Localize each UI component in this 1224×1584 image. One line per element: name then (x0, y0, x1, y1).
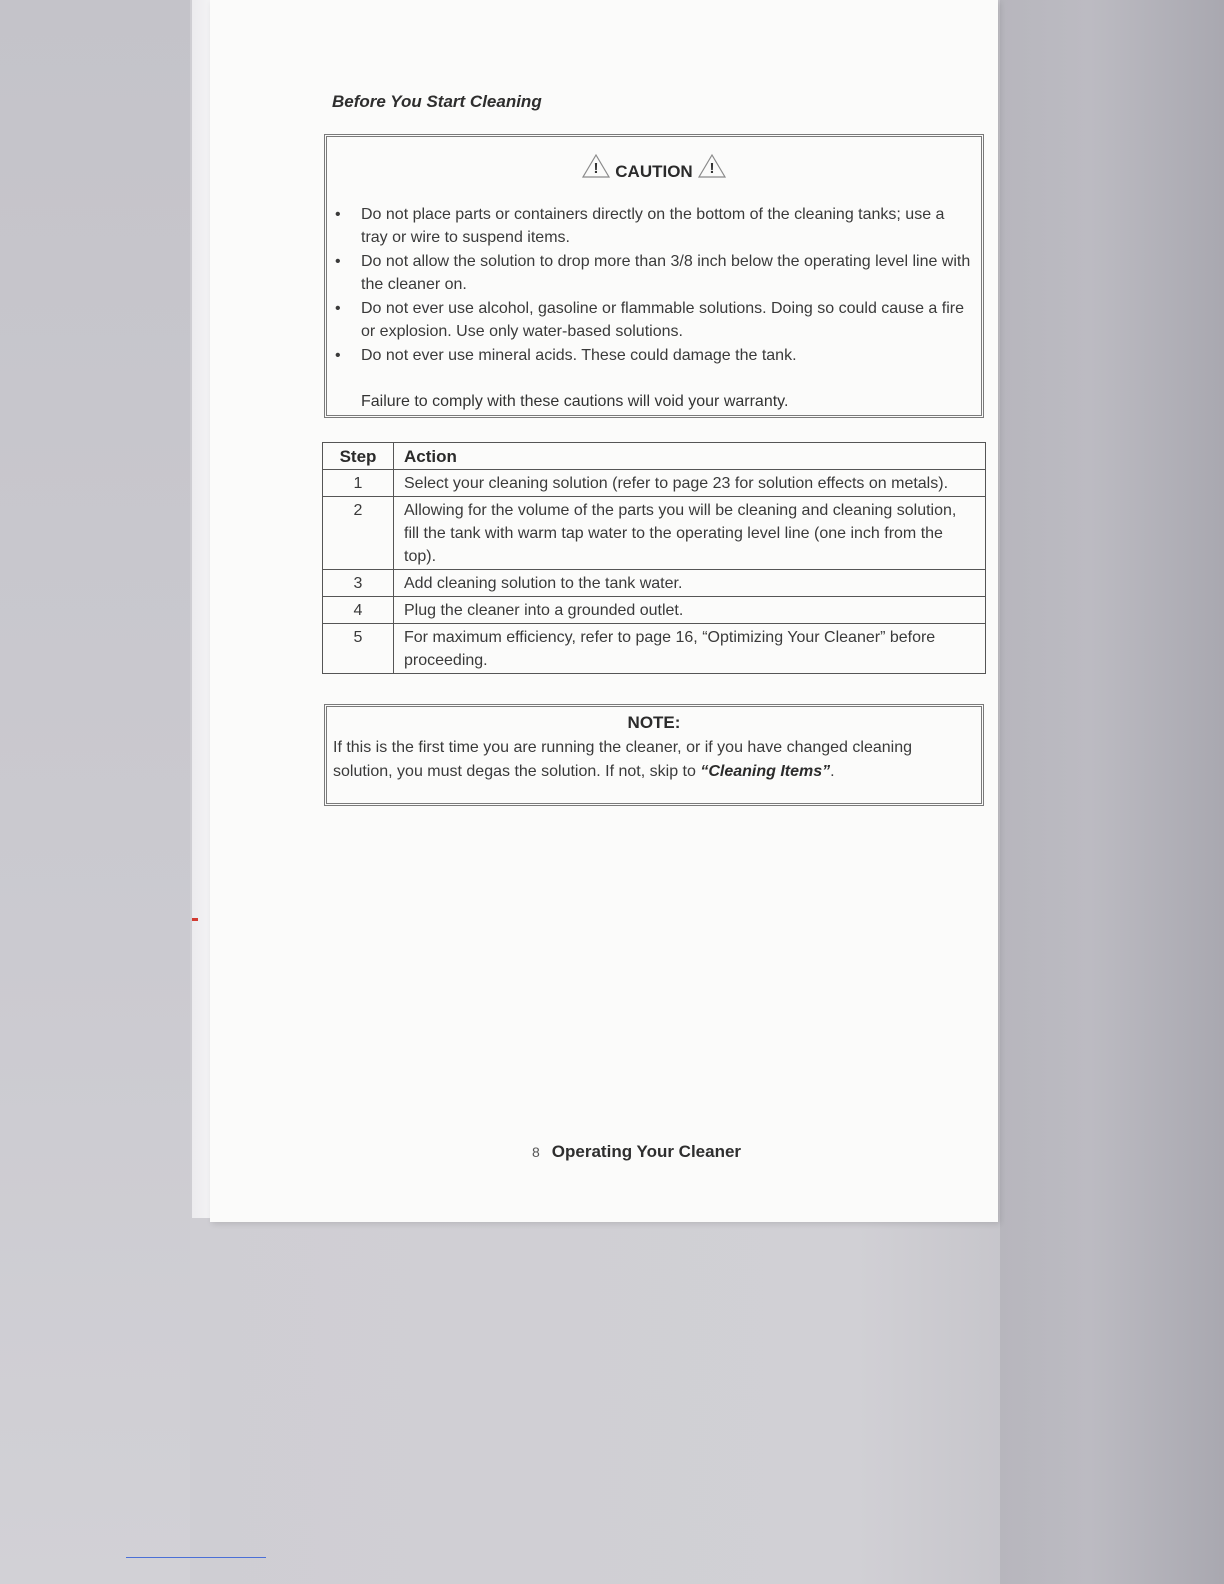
note-heading: NOTE: (627, 713, 681, 732)
note-text: If this is the first time you are running the cleaner, or if you have changed cleaning solution, you must degas the solution. If not, skip to “Cleaning Items”. (333, 739, 912, 780)
step-action: Add cleaning solution to the tank water. (394, 570, 986, 597)
note-box (324, 704, 984, 806)
scan-left-margin (0, 0, 190, 1584)
step-action: Allowing for the volume of the parts you will be cleaning and cleaning solution, fill the tank with warm tap water to the operating level line (one inch from the top). (394, 497, 986, 570)
caution-item: • Do not place parts or containers directly on the bottom of the cleaning tanks; use a tray or wire to suspend items. (335, 203, 975, 249)
step-number: 2 (323, 497, 394, 570)
caution-item: • Do not allow the solution to drop more than 3/8 inch below the operating level line with the cleaner on. (335, 250, 975, 296)
table-row (323, 624, 986, 674)
column-header-action: Action (394, 443, 986, 470)
warning-triangle-icon (581, 153, 611, 179)
table-row (323, 497, 986, 570)
section-header: Before You Start Cleaning (332, 92, 542, 111)
note-link-text: “Cleaning Items” (700, 763, 831, 780)
table-row (323, 570, 986, 597)
chapter-title: Operating Your Cleaner (551, 1142, 742, 1161)
caution-title: CAUTION (615, 162, 693, 181)
caution-heading (327, 153, 981, 182)
step-action: For maximum efficiency, refer to page 16, “Optimizing Your Cleaner” before proceeding. (394, 624, 986, 674)
table-header-row (323, 443, 986, 470)
table-row (323, 597, 986, 624)
step-action: Select your cleaning solution (refer to page 23 for solution effects on metals). (394, 470, 986, 497)
bullet-icon: • (335, 300, 341, 317)
bullet-icon: • (335, 206, 341, 223)
bullet-icon: • (335, 347, 341, 364)
page-number: 8 (532, 1144, 540, 1160)
steps-table (322, 442, 986, 674)
manual-page (210, 0, 998, 1222)
caution-item: • Do not ever use mineral acids. These could damage the tank. (335, 344, 975, 367)
svg-text:!: ! (593, 160, 599, 177)
caution-item: • Do not ever use alcohol, gasoline or flammable solutions. Doing so could cause a fire or explosion. Use only water-based solutions. (335, 297, 975, 343)
caution-list (335, 203, 975, 368)
step-number: 5 (323, 624, 394, 674)
bullet-icon: • (335, 253, 341, 270)
caution-box (324, 134, 984, 418)
blue-scan-line (126, 1557, 266, 1558)
step-number: 4 (323, 597, 394, 624)
step-number: 1 (323, 470, 394, 497)
caution-footer: Failure to comply with these cautions will void your warranty. (361, 393, 789, 410)
scan-right-margin (1000, 0, 1224, 1584)
step-number: 3 (323, 570, 394, 597)
table-row (323, 470, 986, 497)
red-scan-mark (192, 918, 198, 921)
warning-triangle-icon (697, 153, 727, 179)
step-action: Plug the cleaner into a grounded outlet. (394, 597, 986, 624)
column-header-step: Step (323, 443, 394, 470)
page-footer (532, 1142, 741, 1162)
svg-text:!: ! (709, 160, 715, 177)
